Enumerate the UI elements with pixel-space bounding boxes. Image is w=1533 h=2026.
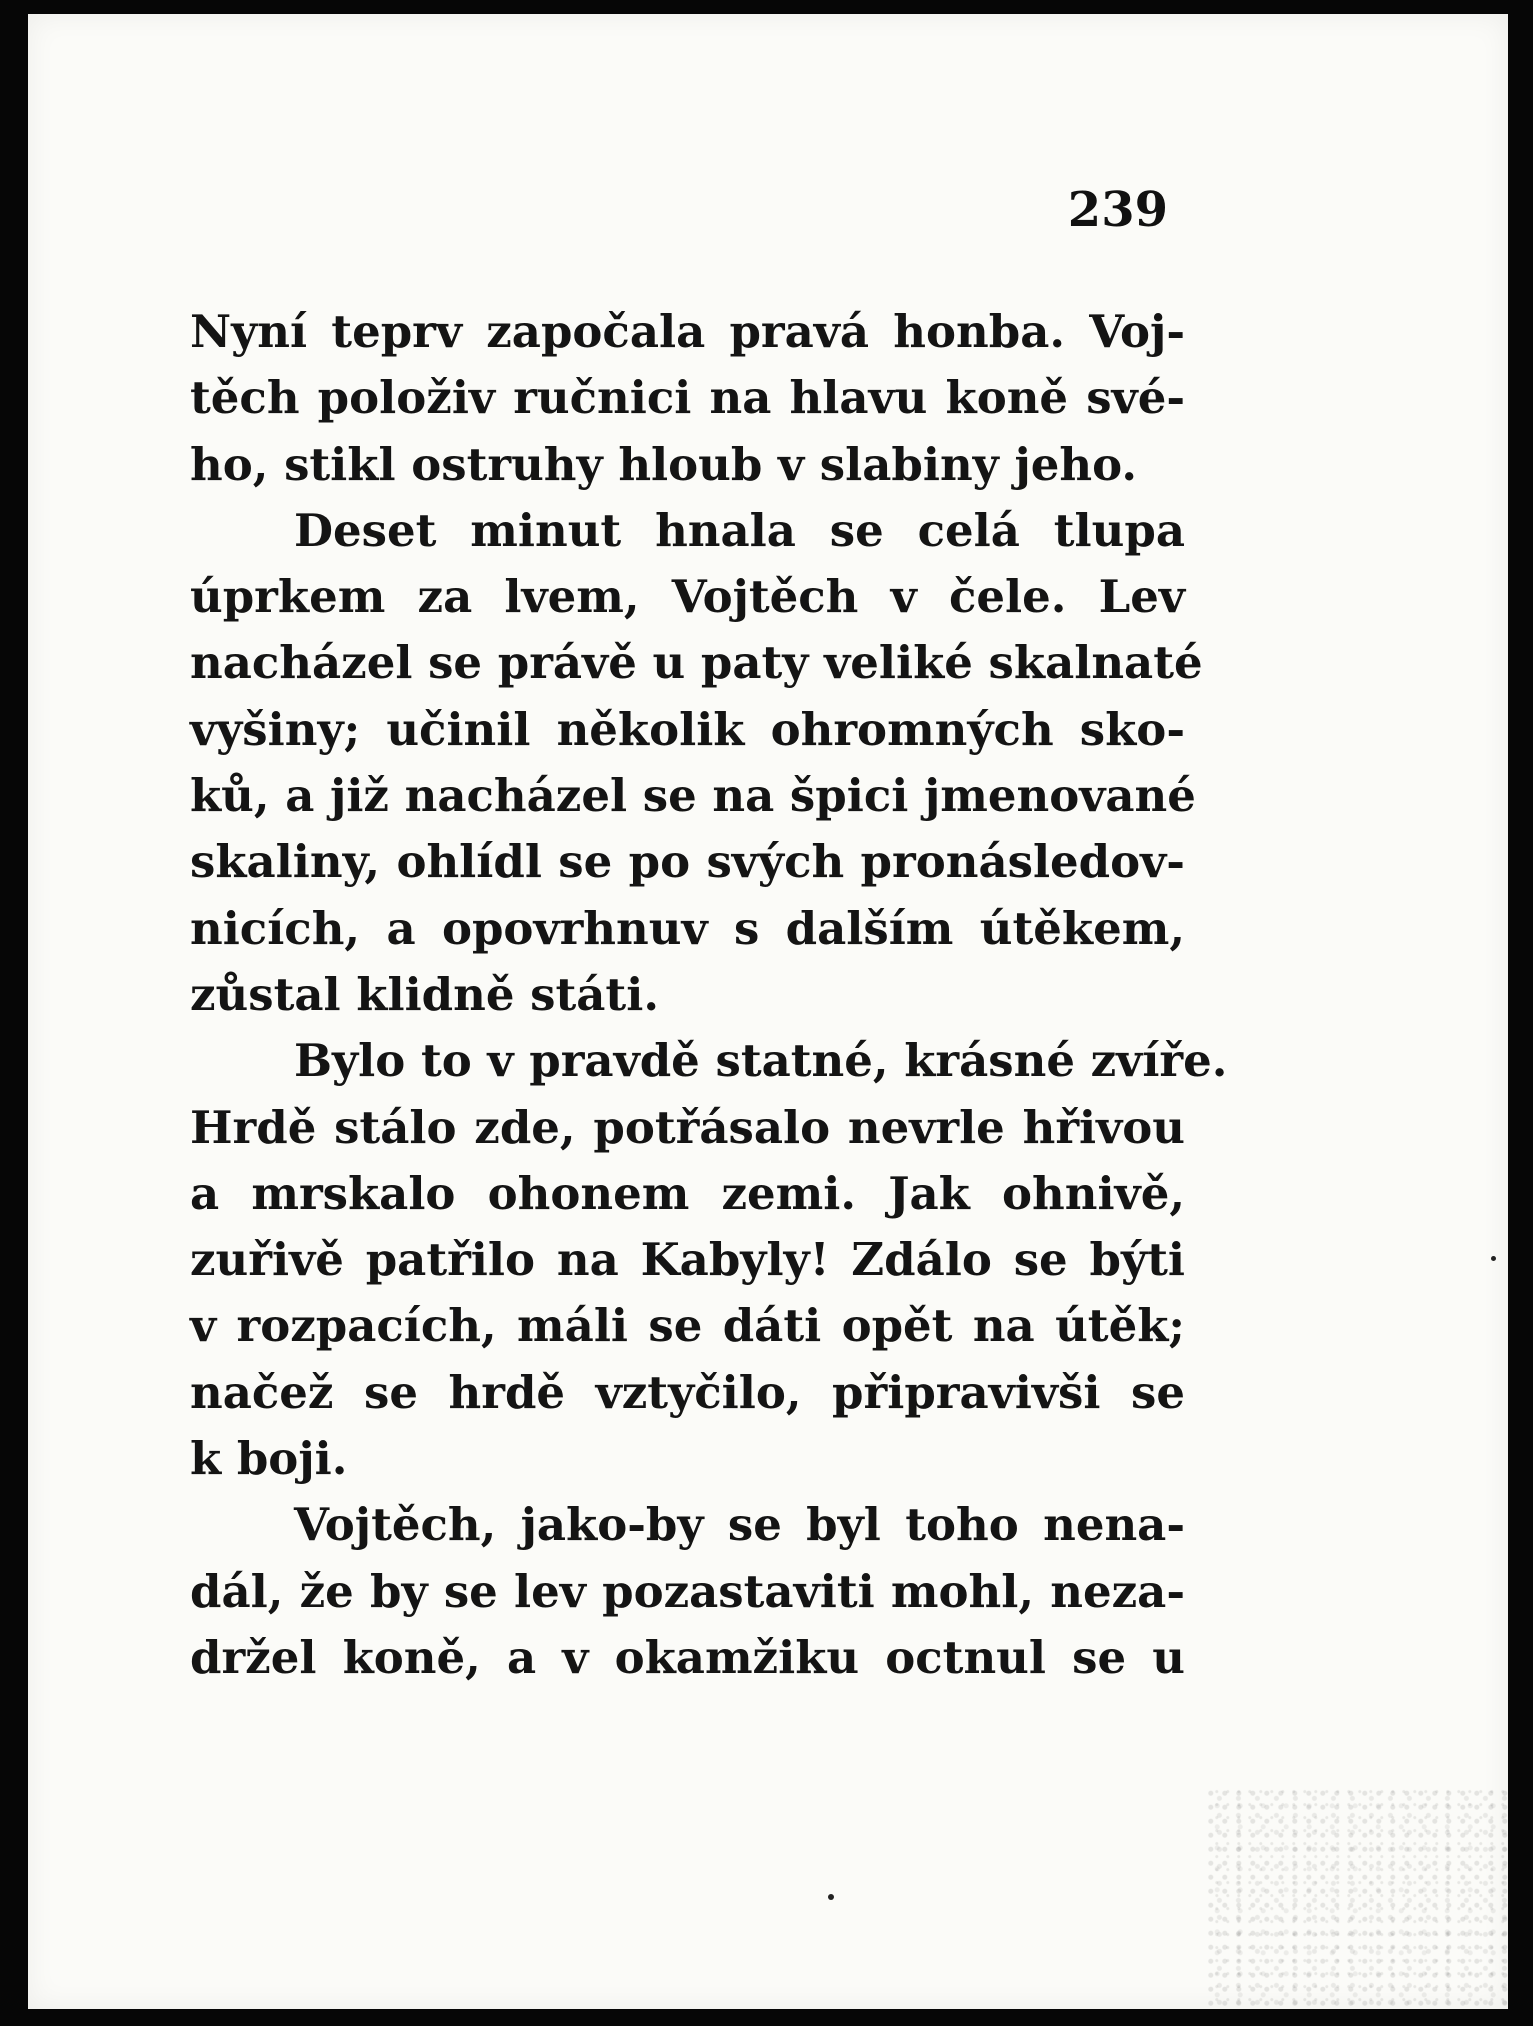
body-text (190, 299, 1228, 1691)
text-line: Vojtěch, jako-by se byl toho nena- (294, 1498, 1185, 1552)
text-line: úprkem za lvem, Vojtěch v čele. Lev (190, 570, 1185, 624)
text-line: načež se hrdě vztyčilo, připravivši se (190, 1365, 1185, 1419)
text-line: ků, a již nacházel se na špici jmenované (190, 769, 1196, 823)
text-line: nicích, a opovrhnuv s dalším útěkem, (190, 901, 1185, 955)
text-line: skaliny, ohlídl se po svých pronásledov- (190, 835, 1185, 889)
text-line: těch položiv ručnici na hlavu koně své- (190, 371, 1185, 425)
paper-speckle (1208, 1789, 1508, 2009)
text-line: zuřivě patřilo na Kabyly! Zdálo se býti (190, 1233, 1185, 1287)
text-line: k boji. (190, 1432, 348, 1486)
stray-mark (1491, 1256, 1496, 1261)
text-line: zůstal klidně státi. (190, 967, 659, 1021)
stray-mark (828, 1894, 834, 1900)
text-line: v rozpacích, máli se dáti opět na útěk; (190, 1299, 1185, 1353)
text-line: držel koně, a v okamžiku octnul se u (190, 1630, 1185, 1684)
text-line: Bylo to v pravdě statné, krásné zvíře. (294, 1034, 1228, 1088)
page-number: 239 (1067, 182, 1168, 238)
text-line: Hrdě stálo zde, potřásalo nevrle hřivou (190, 1100, 1185, 1154)
text-line: nacházel se právě u paty veliké skalnaté (190, 636, 1203, 690)
text-line: Nyní teprv započala pravá honba. Voj- (190, 305, 1185, 358)
text-line: Deset minut hnala se celá tlupa (294, 503, 1185, 557)
text-line: a mrskalo ohonem zemi. Jak ohnivě, (190, 1166, 1185, 1220)
text-line: ho, stikl ostruhy hloub v slabiny jeho. (190, 437, 1137, 491)
book-page (28, 14, 1508, 2009)
text-line: dál, že by se lev pozastaviti mohl, neza- (190, 1564, 1185, 1618)
text-line: vyšiny; učinil několik ohromných sko- (190, 702, 1185, 756)
